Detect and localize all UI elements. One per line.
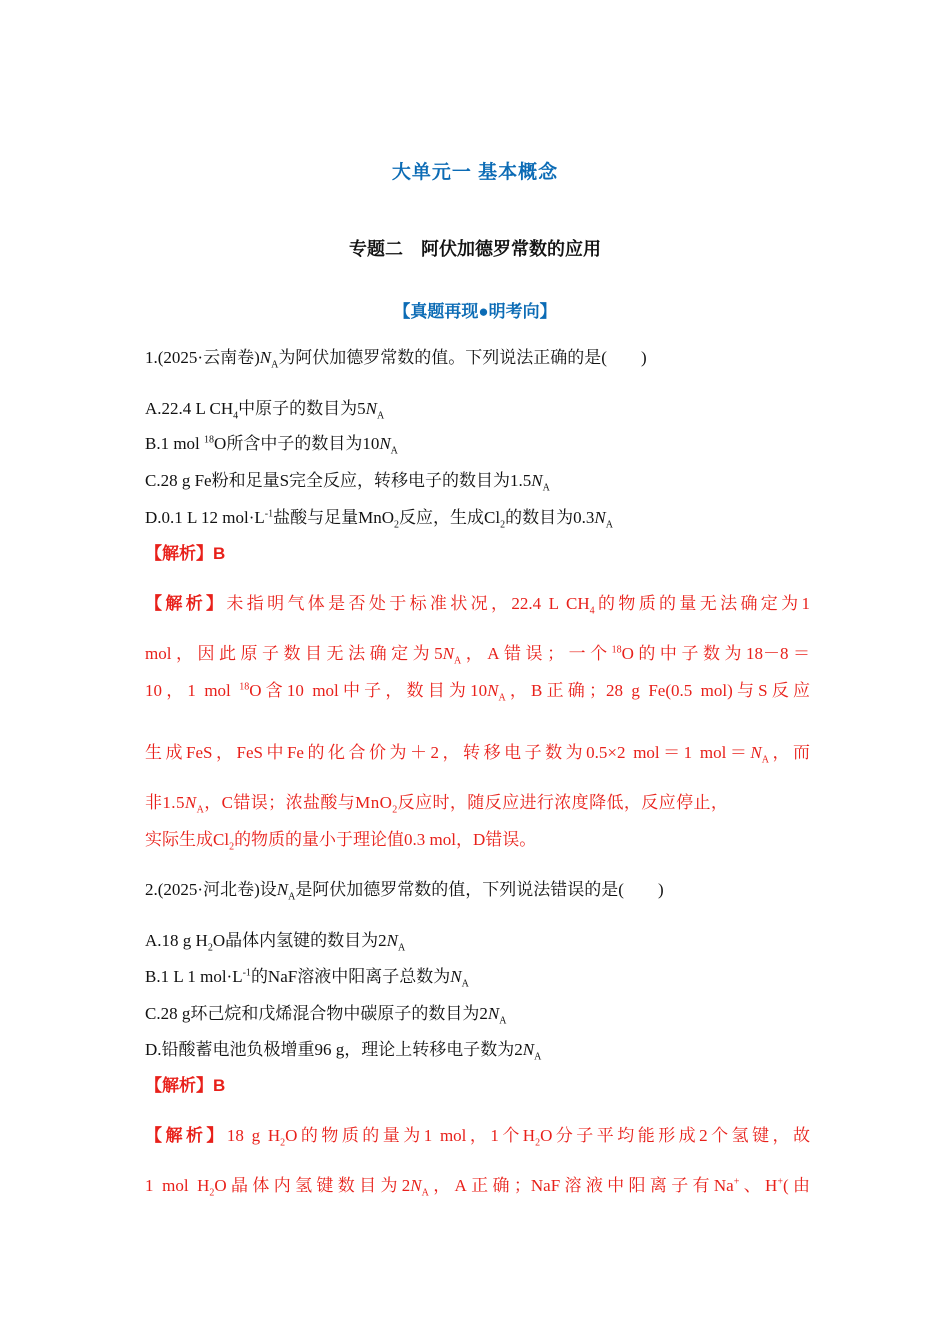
question-1-analysis-line: 实际生成$Cl_2$的物质的量小于理论值0.3 mol，D错误。 — [145, 830, 537, 853]
question-2-option-a: A.18 g $H_2O$晶体内氢键的数目为$2N_A$ — [145, 931, 406, 954]
question-1-stem: 1.(2025·云南卷)$N_A$为阿伏加德罗常数的值。下列说法正确的是( ) — [145, 348, 647, 371]
question-2-option-c: C.28 g环己烷和戊烯混合物中碳原子的数目为$2N_A$ — [145, 1004, 507, 1027]
question-1-analysis-line: mol，因此原子数目无法确定为$5N_A$，A错误；一个$^{18}$O的中子数为18－8＝ — [145, 644, 811, 667]
answer-letter: B — [213, 544, 226, 563]
unit-title: 大单元一 基本概念 — [391, 162, 559, 183]
question-1-option-a: A.22.4 L $CH_4$中原子的数目为$5N_A$ — [145, 399, 385, 422]
question-1-analysis-line: 非$1.5N_A$，C错误；浓盐酸与MnO$_2$反应时，随反应进行浓度降低，反应停止， — [145, 793, 729, 816]
question-1-analysis-line: 生成FeS，FeS中Fe的化合价为＋2，转移电子数为0.5×2 mol＝1 $mol=N_A$，而 — [145, 743, 811, 766]
question-1-option-c: C.28 g Fe粉和足量S完全反应，转移电子的数目为$1.5N_A$ — [145, 471, 550, 494]
question-2-analysis-line: 【解析】18 g $H_2O$的物质的量为1 mol，1个$H_2O$分子平均能形成2个氢键，故 — [145, 1126, 811, 1149]
topic-title: 专题二 阿伏加德罗常数的应用 — [349, 239, 601, 259]
question-1-analysis-line: 【解析】未指明气体是否处于标准状况，22.4 L $CH_4$的物质的量无法确定为1 — [145, 594, 810, 617]
question-2-option-d: D.铅酸蓄电池负极增重96 g，理论上转移电子数为$2N_A$ — [145, 1040, 542, 1063]
question-1-option-d: D.0.1 L 12 $mol\cdot L^{-1}$盐酸与足量MnO$_2$反应，生成$Cl_2$的数目为$0.3N_A$ — [145, 508, 613, 531]
question-1-option-b: B.1 mol $^{18}$O所含中子的数目为$10N_A$ — [145, 434, 398, 457]
question-1-analysis-line: 10，1 mol $^{18}$O含10 mol中子，数目为$10N_A$，B正确；28 g Fe(0.5 mol)与S反应 — [145, 681, 811, 704]
question-2-analysis-line: 1 mol $H_2O$晶体内氢键数目为$2N_A$，A正确；NaF溶液中阳离子有Na+、H+(由 — [145, 1176, 810, 1199]
answer-letter: B — [213, 1076, 226, 1095]
question-2-answer: 【解析】B — [145, 1076, 226, 1095]
question-2-stem: 2.(2025·河北卷)设$N_A$是阿伏加德罗常数的值，下列说法错误的是( ) — [145, 880, 664, 903]
question-2-option-b: B.1 L 1 $mol\cdot L^{-1}$的NaF溶液中阳离子总数为$N_A$ — [145, 967, 469, 990]
question-1-answer: 【解析】B — [145, 544, 226, 563]
section-title: 【真题再现●明考向】 — [393, 302, 557, 321]
